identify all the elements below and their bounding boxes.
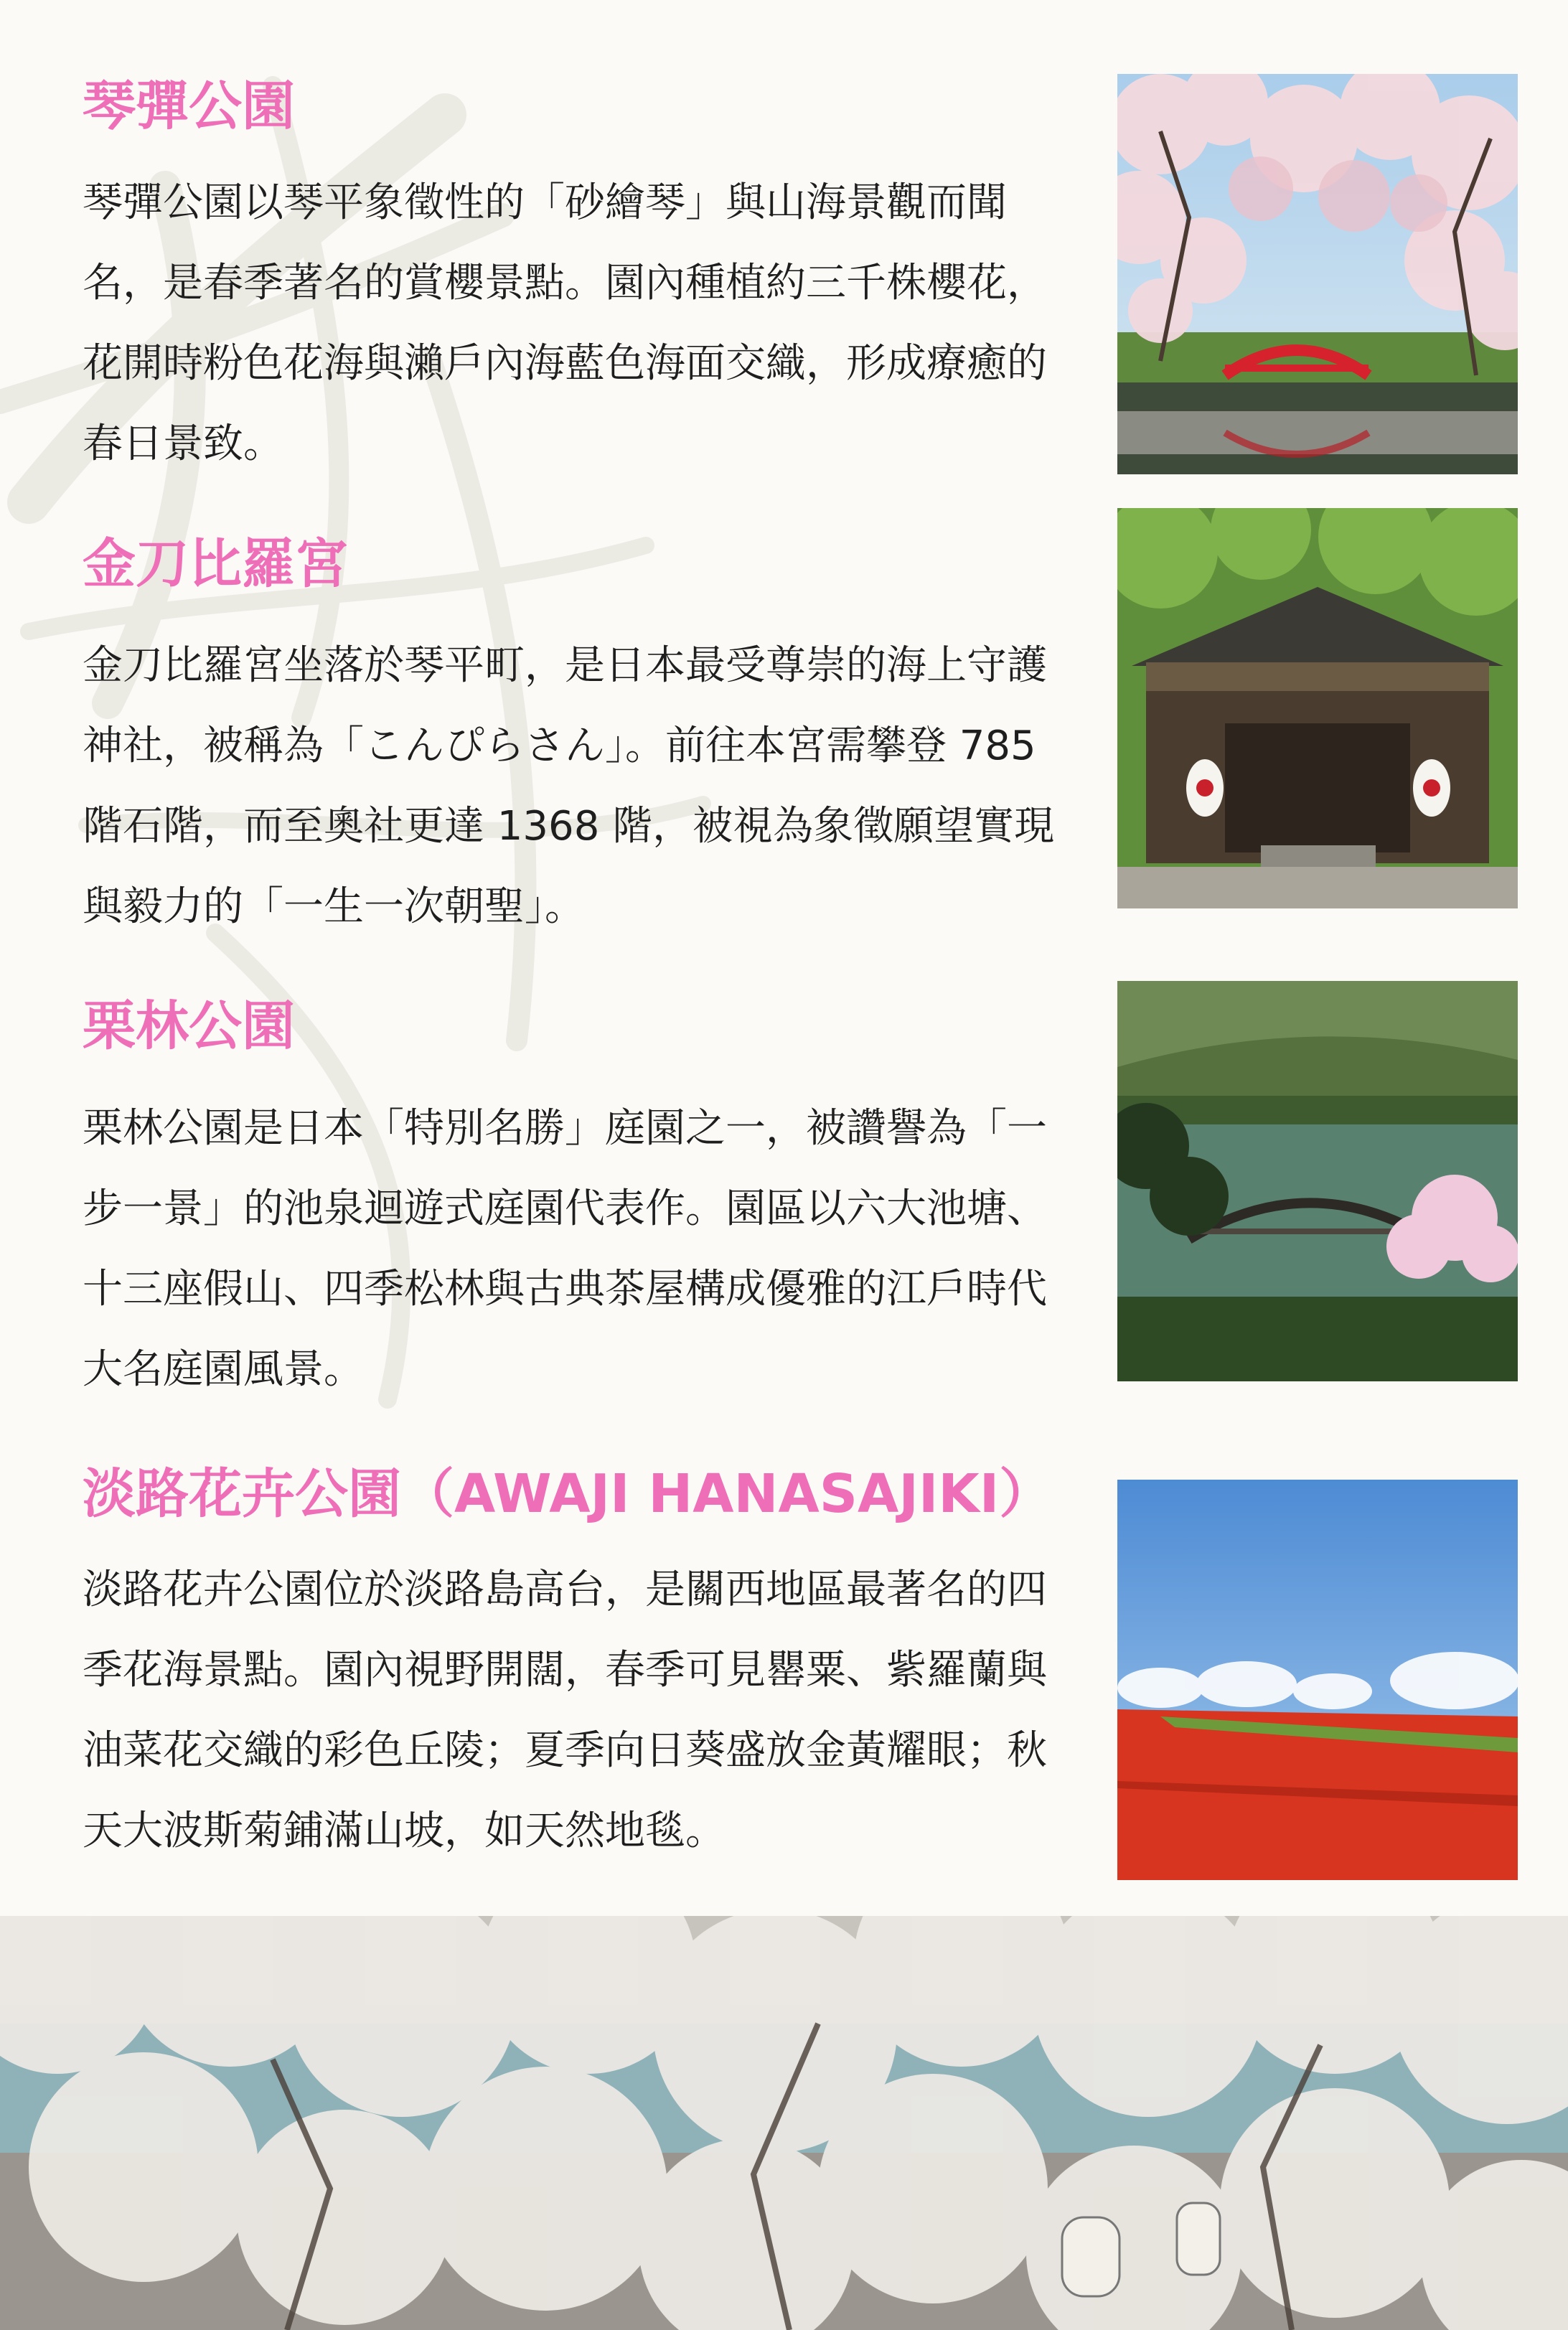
section-title: 栗林公園: [83, 995, 295, 1057]
section-title: 琴彈公園: [83, 75, 295, 137]
section-title: 淡路花卉公園（AWAJI HANASAJIKI）: [83, 1463, 1053, 1525]
cherry-blossom-hillside-town-photo: [0, 1916, 1568, 2330]
red-flower-field-photo: [1117, 1480, 1518, 1880]
pond-garden-arched-bridge-photo: [1117, 981, 1518, 1381]
section-description: 金刀比羅宮坐落於琴平町，是日本最受尊崇的海上守護神社，被稱為「こんぴらさん」。前往本宮需攀登 785 階石階，而至奧社更達 1368 階，被視為象徵願望實現與毅力的「一生一次朝聖」。: [83, 642, 1055, 930]
section-title: 金刀比羅宮: [83, 533, 348, 595]
section-description: 淡路花卉公園位於淡路島高台，是關西地區最著名的四季花海景點。園內視野開闊，春季可見罌粟、紫羅蘭與油菜花交織的彩色丘陵；夏季向日葵盛放金黃耀眼；秋天大波斯菊鋪滿山坡，如天然地毯。: [83, 1566, 1047, 1854]
section-description: 琴彈公園以琴平象徵性的「砂繪琴」與山海景觀而聞名，是春季著名的賞櫻景點。園內種植約三千株櫻花，花開時粉色花海與瀨戶內海藍色海面交織，形成療癒的春日景致。: [83, 179, 1047, 467]
shrine-hall-lanterns-photo: [1117, 508, 1518, 908]
cherry-blossom-red-bridge-photo: [1117, 74, 1518, 474]
section-description: 栗林公園是日本「特別名勝」庭園之一，被讚譽為「一步一景」的池泉迴遊式庭園代表作。園區以六大池塘、十三座假山、四季松林與古典茶屋構成優雅的江戶時代大名庭園風景。: [83, 1105, 1047, 1393]
